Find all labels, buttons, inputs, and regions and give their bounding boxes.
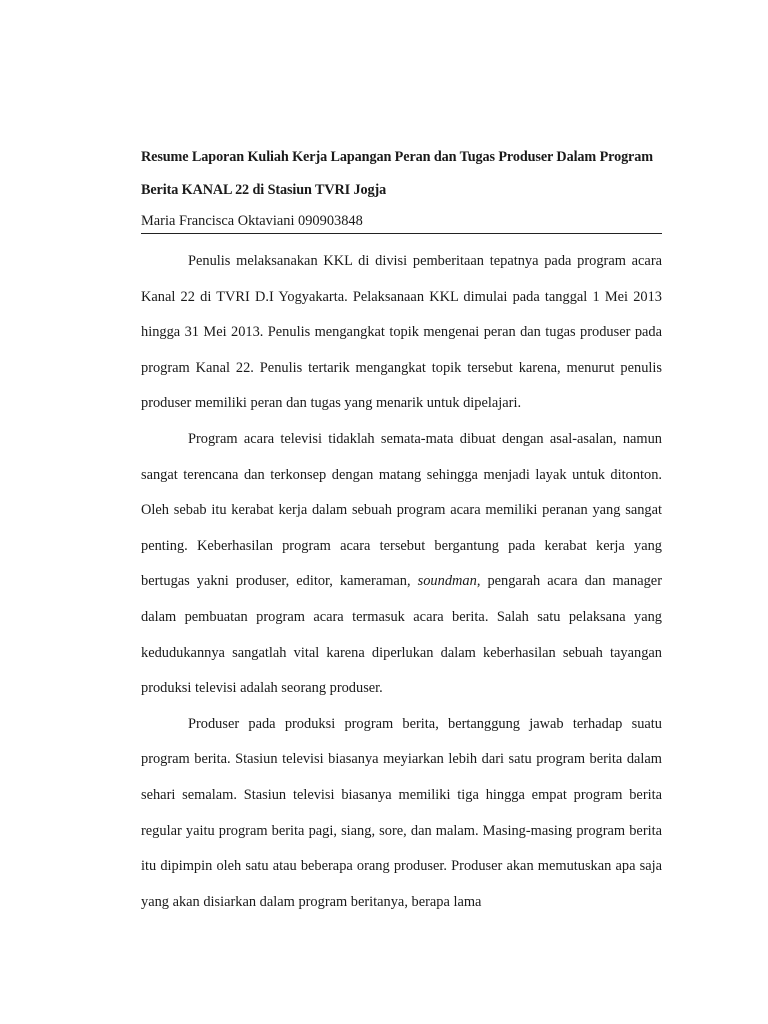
paragraph-1: Penulis melaksanakan KKL di divisi pemberitaan tepatnya pada program acara Kanal 22 di TVRI D.I Yogyakarta. Pelaksanaan KKL dimulai pada tanggal 1 Mei 2013 hingga 31 Mei 2013. Penulis mengangkat topik mengenai peran dan tugas produser pada program Kanal 22. Penulis tertarik mengangkat topik tersebut karena, menurut penulis produser memiliki peran dan tugas yang menarik untuk dipelajari. <box>141 253 662 412</box>
paragraph-2-part-2: , pengarah acara dan manager dalam pembuatan program acara termasuk acara berita. Salah satu pelaksana yang kedudukannya sangatlah vital karena diperlukan dalam keberhasilan sebuah tayangan produksi televisi adalah seorang produser. <box>141 573 662 697</box>
document-title <box>141 0 662 206</box>
body-text <box>141 244 662 920</box>
emphasis-soundman: soundman <box>417 573 477 590</box>
title-line-1: Resume Laporan Kuliah Kerja Lapangan Peran dan Tugas Produser Dalam Program <box>141 149 653 165</box>
author-line: Maria Francisca Oktaviani 090903848 <box>141 211 662 234</box>
paragraph-2 <box>141 422 662 707</box>
paragraph-2-part-1: Program acara televisi tidaklah semata-mata dibuat dengan asal-asalan, namun sangat terencana dan terkonsep dengan matang sehingga menjadi layak untuk ditonton. Oleh sebab itu kerabat kerja dalam sebuah program acara memiliki peranan yang sangat penting. Keberhasilan program acara tersebut bergantung pada kerabat kerja yang bertugas yakni produser, editor, kameraman, <box>141 430 662 590</box>
title-line-2: Berita KANAL 22 di Stasiun TVRI Jogja <box>141 181 387 198</box>
document-page <box>141 0 662 920</box>
paragraph-3: Produser pada produksi program berita, bertanggung jawab terhadap suatu program berita. Stasiun televisi biasanya meyiarkan lebih dari satu program berita dalam sehari semalam. Stasiun televisi biasanya memiliki tiga hingga empat program berita regular yaitu program berita pagi, siang, sore, dan malam. Masing-masing program berita itu dipimpin oleh satu atau beberapa orang produser. Produser akan memutuskan apa saja yang akan disiarkan dalam program beritanya, berapa lama <box>141 715 662 910</box>
